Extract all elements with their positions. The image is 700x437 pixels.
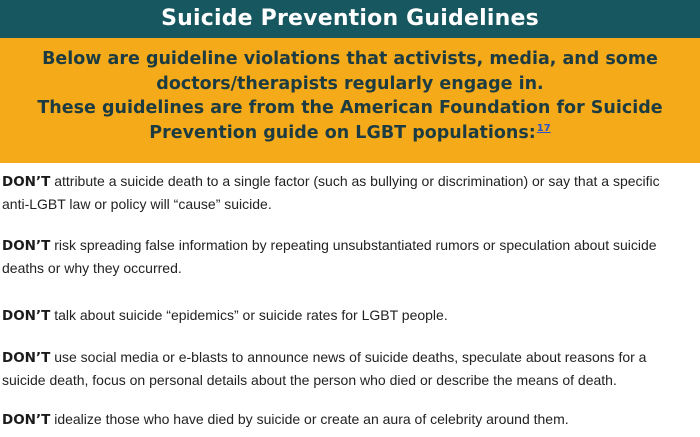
guideline-item-3-text: talk about suicide “epidemics” or suicide rates for LGBT people. [50, 307, 448, 323]
guideline-item-2-line-1 [2, 234, 698, 257]
dont-label: DON’T [2, 412, 51, 428]
banner-line-3: These guidelines are from the American Foundation for Suicide [37, 98, 663, 118]
banner-line-4-text: Prevention guide on LGBT populations: [149, 122, 536, 143]
dont-label: DON’T [2, 308, 51, 324]
banner-line-4 [0, 121, 700, 146]
guideline-item-1-text: attribute a suicide death to a single factor (such as bullying or discrimination) or say that a specific [50, 173, 660, 189]
banner-line-1: Below are guideline violations that activists, media, and some [42, 49, 658, 69]
intro-banner [0, 38, 700, 163]
guideline-item-4-line-2: suicide death, focus on personal details about the person who died or describe the means of death. [2, 372, 617, 388]
guideline-item-1 [2, 170, 698, 215]
page-title: Suicide Prevention Guidelines [0, 0, 700, 38]
dont-label: DON’T [2, 350, 51, 366]
guideline-item-4-text: use social media or e-blasts to announce news of suicide deaths, speculate about reasons for a [50, 349, 647, 365]
footnote-link[interactable]: 17 [536, 122, 551, 134]
guideline-item-3 [2, 304, 698, 327]
dont-label: DON’T [2, 238, 51, 254]
guideline-item-2-text: risk spreading false information by repeating unsubstantiated rumors or speculation about suicide [50, 237, 657, 253]
guideline-item-5 [2, 408, 698, 431]
guideline-item-2 [2, 234, 698, 279]
guideline-item-4-line-1 [2, 346, 698, 369]
guideline-item-5-line-1 [2, 408, 698, 431]
guideline-item-5-text: idealize those who have died by suicide or create an aura of celebrity around them. [50, 411, 569, 427]
banner-line-2: doctors/therapists regularly engage in. [156, 73, 544, 94]
guideline-item-4 [2, 346, 698, 391]
guideline-item-1-line-2: anti-LGBT law or policy will “cause” suicide. [2, 196, 272, 212]
guideline-item-1-line-1 [2, 170, 698, 193]
guideline-item-2-line-2: deaths or why they occurred. [2, 260, 182, 276]
dont-label: DON’T [2, 174, 51, 190]
guideline-item-3-line-1 [2, 304, 698, 327]
